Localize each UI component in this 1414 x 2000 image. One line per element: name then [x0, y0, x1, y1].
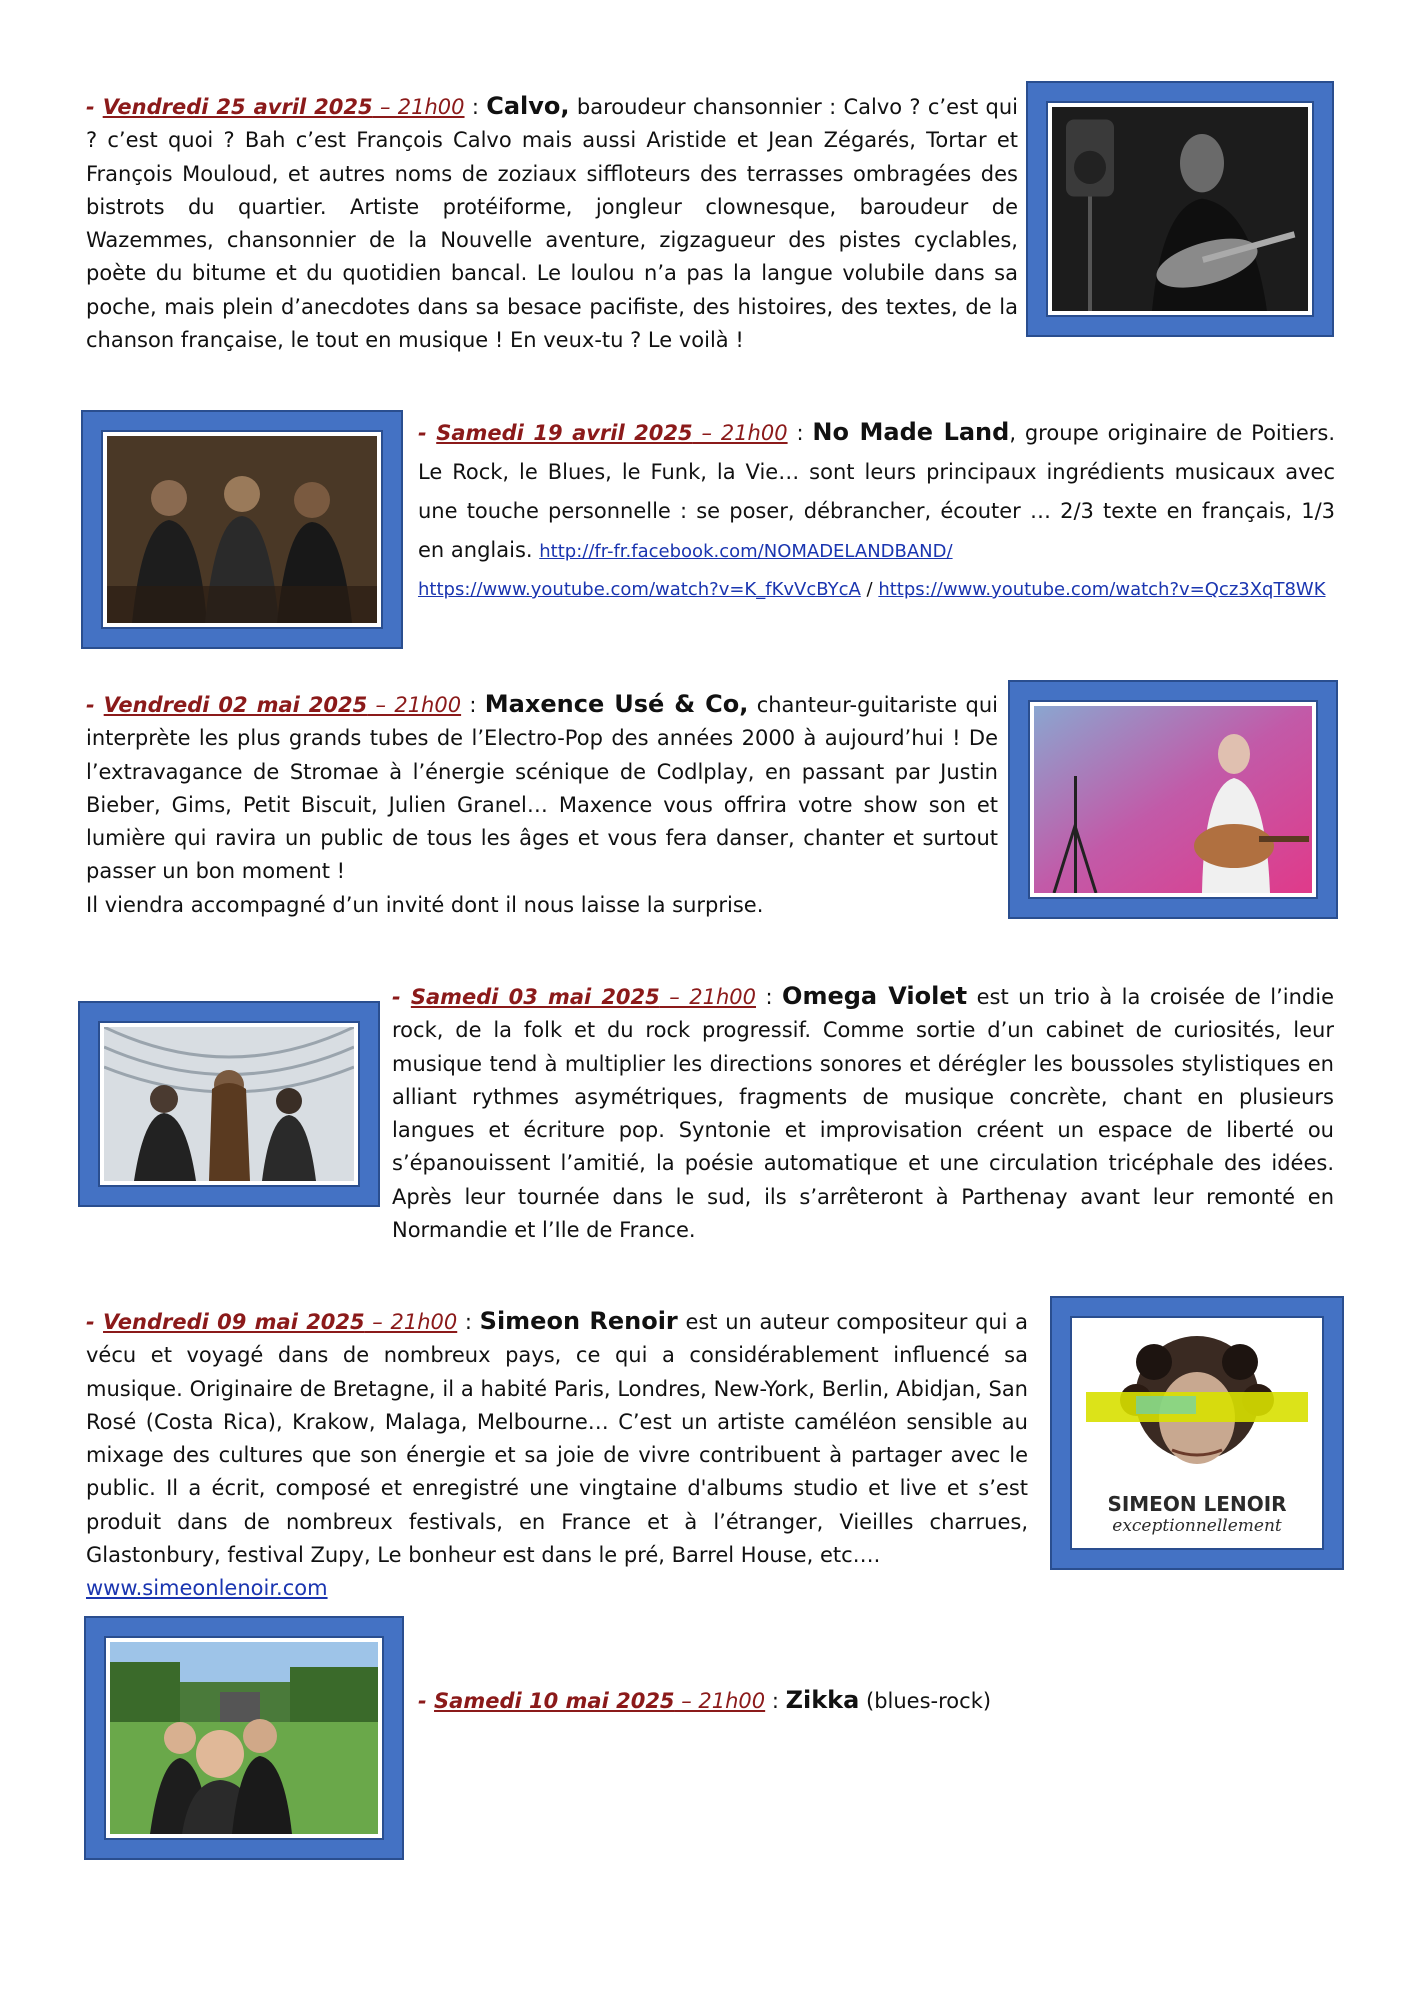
photo-simeon-renoir — [1052, 1298, 1342, 1568]
event-zikka — [418, 1684, 1218, 1718]
event-time: – 21h00 — [367, 693, 462, 717]
event-time: – 21h00 — [659, 985, 756, 1009]
event-date: Samedi 10 mai 2025 — [434, 1689, 675, 1713]
event-date: Samedi 19 avril 2025 — [436, 421, 693, 445]
event-note: Il viendra accompagné d’un invité dont il nous laisse la surprise. — [86, 892, 764, 917]
event-maxence-use — [86, 688, 998, 922]
event-no-made-land — [418, 413, 1335, 607]
youtube-link-2[interactable]: https://www.youtube.com/watch?v=Qcz3XqT8WK — [878, 579, 1326, 600]
artist-name: Calvo, — [486, 92, 570, 120]
album-subtitle: exceptionnellement — [1112, 1516, 1282, 1536]
event-calvo — [86, 90, 1018, 357]
event-omega-violet — [392, 980, 1334, 1247]
photo-calvo — [1028, 83, 1332, 335]
website-line — [86, 1572, 1028, 1605]
event-description: - Samedi 10 mai 2025 – 21h00 : Zikka (blues-rock) — [418, 1686, 992, 1714]
photo-zikka — [86, 1618, 402, 1858]
event-date: Samedi 03 mai 2025 — [410, 985, 660, 1009]
artist-name: Omega Violet — [782, 982, 968, 1010]
event-description: - Samedi 19 avril 2025 – 21h00 : No Made Land, groupe originaire de Poitiers. Le Rock, le Blues, le Funk, la Vie… sont leurs principaux ingrédients musicaux avec une touche personnelle : se poser, débrancher, écouter … 2/3 texte en français, 1/3 en anglais. http://fr-fr.facebook.com/NOMADELANDBAND/ — [418, 418, 1336, 562]
event-date: Vendredi 02 mai 2025 — [103, 693, 368, 717]
artist-name: Maxence Usé & Co, — [484, 690, 749, 718]
artist-name: No Made Land — [812, 418, 1010, 446]
photo-maxence-use — [1010, 682, 1336, 917]
event-simeon-renoir — [86, 1305, 1028, 1606]
event-date: Vendredi 09 mai 2025 — [103, 1310, 365, 1334]
event-date: Vendredi 25 avril 2025 — [102, 95, 373, 119]
event-description: - Vendredi 02 mai 2025 – 21h00 : Maxence Usé & Co, chanteur-guitariste qui interprète les plus grands tubes de l’Electro-Pop des années 2000 à aujourd’hui ! De l’extravagance de Stromae à l’énergie scénique de Codlplay, en passant par Justin Bieber, Gims, Petit Biscuit, Julien Granel… Maxence vous offrira votre show son et lumière qui ravira un public de tous les âges et vous fera danser, chanter et surtout passer un bon moment ! — [86, 690, 998, 884]
album-cover — [1076, 1322, 1318, 1544]
event-description: - Vendredi 25 avril 2025 – 21h00 : Calvo, baroudeur chansonnier : Calvo ? c’est qui ? c’est quoi ? Bah c’est François Calvo mais aussi Aristide et Jean Zégarés, Tortar et François Mouloud, et autres noms de zoziaux siffloteurs des terrasses ombragées des bistrots du quartier. Artiste protéiforme, jongleur clownesque, baroudeur de Wazemmes, chansonnier de la Nouvelle aventure, zigzagueur des pistes cyclables, poète du bitume et du quotidien bancal. Le loulou n’a pas la langue volubile dans sa poche, mais plein d’anecdotes dans sa besace pacifiste, des histoires, des textes, de la chanson française, le tout en musique ! En veux-tu ? Le voilà ! — [86, 92, 1019, 353]
stage-singer-photo — [1034, 706, 1312, 893]
tunnel-trio-photo — [104, 1027, 354, 1181]
website-link[interactable]: www.simeonlenoir.com — [86, 1576, 328, 1601]
event-description: - Vendredi 09 mai 2025 – 21h00 : Simeon Renoir est un auteur compositeur qui a vécu et voyagé dans de nombreux pays, ce qui a considérablement influencé sa musique. Originaire de Bretagne, il a habité Paris, Londres, New-York, Berlin, Abidjan, San Rosé (Costa Rica), Krakow, Malaga, Melbourne… C’est un artiste caméléon sensible au mixage des cultures que son énergie et sa joie de vivre contribuent à partager avec le public. Il a écrit, composé et enregistré une vingtaine d'albums studio et live et s’est produit dans de nombreux festivals, en France et à l’étranger, Vieilles charrues, Glastonbury, festival Zupy, Le bonheur est dans le pré, Barrel House, etc…. — [86, 1307, 1029, 1568]
event-description: - Samedi 03 mai 2025 – 21h00 : Omega Violet est un trio à la croisée de l’indie rock, de la folk et du rock progressif. Comme sortie d’un cabinet de curiosités, leur musique tend à multiplier les directions sonores et dérégler les boussoles stylistiques en alliant rythmes asymétriques, fragments de musique concrète, chant en plusieurs langues et écriture pop. Syntonie et improvisation créent un espace de liberté ou s’épanouissent l’amitié, la poésie automatique et une circulation tricéphale des idées. Après leur tournée dans le sud, ils s’arrêteront à Parthenay avant leur remonté en Normandie et l’Ile de France. — [392, 982, 1334, 1243]
video-links: https://www.youtube.com/watch?v=K_fKvVcBYcA / https://www.youtube.com/watch?v=Qcz3XqT8WK — [418, 579, 1326, 600]
singer-guitarist-photo — [1052, 107, 1308, 311]
band-trio-photo — [107, 436, 377, 623]
facebook-link[interactable]: http://fr-fr.facebook.com/NOMADELANDBAND/ — [539, 541, 953, 562]
photo-omega-violet — [80, 1003, 378, 1205]
event-time: – 21h00 — [692, 421, 788, 445]
photo-no-made-land — [83, 412, 401, 647]
artist-name: Zikka — [785, 1686, 860, 1714]
event-time: – 21h00 — [364, 1310, 458, 1334]
youtube-link-1[interactable]: https://www.youtube.com/watch?v=K_fKvVcBYcA — [418, 579, 861, 600]
artist-name: Simeon Renoir — [479, 1307, 678, 1335]
event-time: – 21h00 — [674, 1689, 766, 1713]
selfie-trio-photo — [110, 1642, 378, 1834]
album-title: SIMEON LENOIR — [1107, 1492, 1287, 1516]
event-time: – 21h00 — [372, 95, 465, 119]
